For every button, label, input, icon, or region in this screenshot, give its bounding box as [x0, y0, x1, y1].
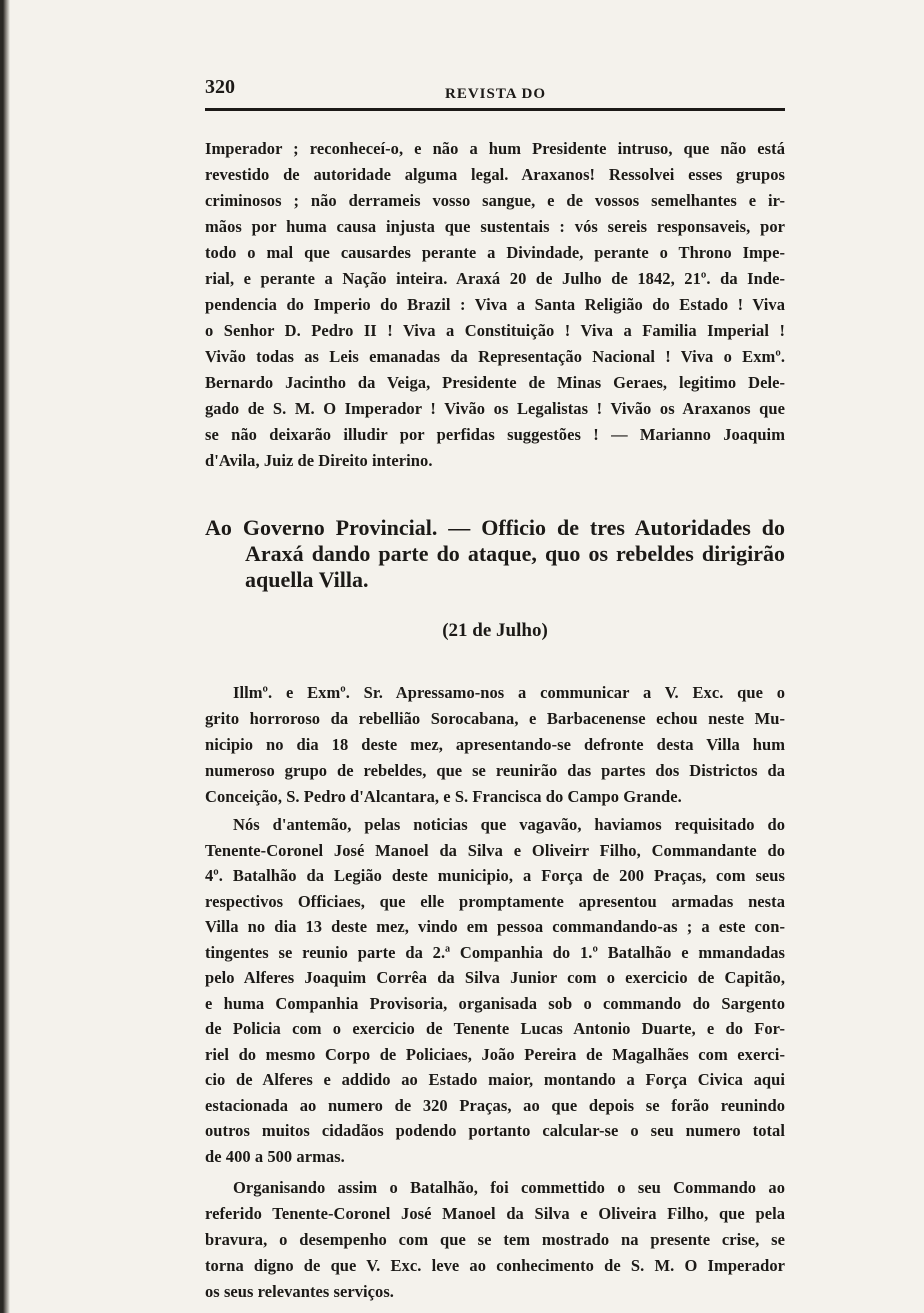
text-line: criminosos ; não derrameis vosso sangue, e de vossos semelhantes e ir-	[205, 191, 785, 210]
text-line: o Senhor D. Pedro II ! Viva a Constituição ! Viva a Familia Imperial !	[205, 321, 785, 340]
text-line: d'Avila, Juiz de Direito interino.	[205, 451, 433, 470]
text-line: Imperador ; reconheceí-o, e não a hum Presidente intruso, que não está	[205, 139, 785, 158]
text-line: Bernardo Jacintho da Veiga, Presidente de Minas Geraes, legitimo Dele-	[205, 373, 785, 392]
text-line: todo o mal que causardes perante a Divindade, perante o Throno Impe-	[205, 243, 785, 262]
text-line: revestido de autoridade alguma legal. Araxanos! Ressolvei esses grupos	[205, 165, 785, 184]
page-header	[205, 76, 785, 106]
text-line: respectivos Officiaes, que elle promptamente apresentou armadas nesta	[205, 891, 785, 911]
text-line: Vivão todas as Leis emanadas da Representação Nacional ! Viva o Exmº.	[205, 347, 785, 366]
text-line: mãos por huma causa injusta que sustentais : vós sereis responsaveis, por	[205, 217, 785, 236]
text-line: referido Tenente-Coronel José Manoel da Silva e Oliveira Filho, que pela	[205, 1204, 785, 1223]
text-line: numeroso grupo de rebeldes, que se reunirão das partes dos Districtos da	[205, 761, 785, 780]
text-line: bravura, o desempenho com que se tem mostrado na presente crise, se	[205, 1230, 785, 1249]
text-line: riel do mesmo Corpo de Policiaes, João Pereira de Magalhães com exerci-	[205, 1044, 785, 1064]
header-rule	[205, 108, 785, 111]
text-line: nicipio no dia 18 deste mez, apresentando-se defronte desta Villa hum	[205, 735, 785, 754]
text-line: Conceição, S. Pedro d'Alcantara, e S. Francisca do Campo Grande.	[205, 787, 682, 806]
text-line: gado de S. M. O Imperador ! Vivão os Legalistas ! Vivão os Araxanos que	[205, 399, 785, 418]
text-line: pendencia do Imperio do Brazil : Viva a Santa Religião do Estado ! Viva	[205, 295, 785, 314]
paragraph-1	[205, 680, 785, 810]
text-line: Nós d'antemão, pelas noticias que vagavão, haviamos requisitado do	[233, 815, 785, 834]
text-line: Tenente-Coronel José Manoel da Silva e Oliveirr Filho, Commandante do	[205, 840, 785, 860]
text-line: de 400 a 500 armas.	[205, 1146, 345, 1166]
text-line: e huma Companhia Provisoria, organisada sob o commando do Sargento	[205, 993, 785, 1013]
text-line: 4º. Batalhão da Legião deste municipio, a Força de 200 Praças, com seus	[205, 866, 785, 885]
text-line: de Policia com o exercicio de Tenente Lucas Antonio Duarte, e do For-	[205, 1019, 785, 1038]
section-heading	[205, 515, 785, 593]
heading-line: aquella Villa.	[245, 567, 369, 592]
text-line: pelo Alferes Joaquim Corrêa da Silva Junior com o exercicio de Capitão,	[205, 968, 785, 987]
text-line: Organisando assim o Batalhão, foi commettido o seu Commando ao	[233, 1178, 785, 1197]
text-line: Illmº. e Exmº. Sr. Apressamo-nos a communicar a V. Exc. que o	[233, 683, 785, 702]
text-line: Villa no dia 13 deste mez, vindo em pessoa commandando-as ; a este con-	[205, 917, 785, 936]
text-line: cio de Alferes e addido ao Estado maior, montando a Força Civica aqui	[205, 1070, 785, 1089]
section-date: (21 de Julho)	[442, 620, 548, 641]
heading-line: Araxá dando parte do ataque, quo os rebeldes dirigirão	[245, 541, 785, 566]
text-line: torna digno de que V. Exc. leve ao conhecimento de S. M. O Imperador	[205, 1256, 785, 1275]
paragraph-2	[205, 812, 785, 1169]
text-line: outros muitos cidadãos podendo portanto calcular-se o seu numero total	[205, 1121, 785, 1140]
book-spine-edge	[0, 0, 10, 1313]
paragraph-3	[205, 1175, 785, 1305]
text-line: se não deixarão illudir por perfidas suggestões ! — Marianno Joaquim	[205, 425, 785, 444]
text-line: tingentes se reunio parte da 2.ª Companhia do 1.º Batalhão e mmandadas	[205, 942, 785, 962]
page-number: 320	[205, 76, 235, 98]
proclamation-text	[205, 136, 785, 474]
text-line: estacionada ao numero de 320 Praças, ao que depois se forão reunindo	[205, 1095, 785, 1115]
text-line: grito horroroso da rebellião Sorocabana, e Barbacenense echou neste Mu-	[205, 709, 785, 728]
heading-line: Ao Governo Provincial. — Officio de tres Autoridades do	[205, 515, 785, 540]
text-line: rial, e perante a Nação inteira. Araxá 20 de Julho de 1842, 21º. da Inde-	[205, 269, 785, 288]
text-line: os seus relevantes serviços.	[205, 1282, 394, 1301]
running-title: REVISTA DO	[445, 86, 546, 102]
